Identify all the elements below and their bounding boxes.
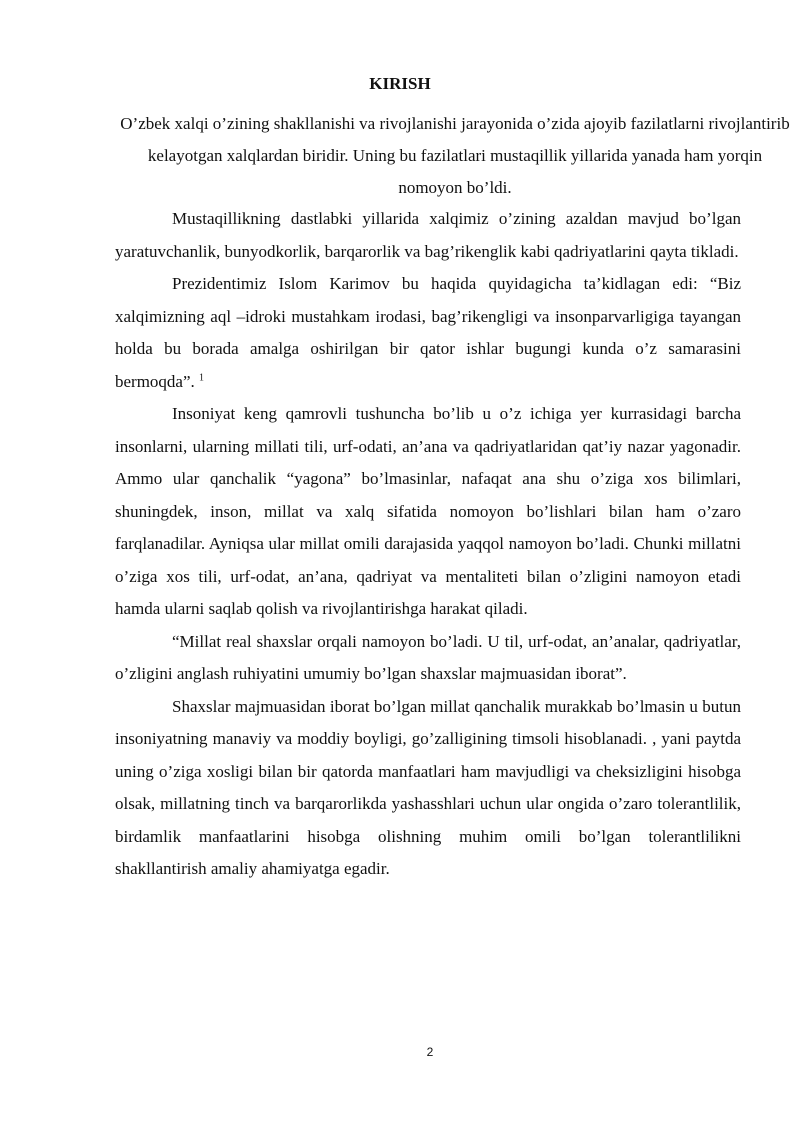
page-number: 2 (426, 1045, 434, 1059)
section-heading: KIRISH (369, 74, 431, 93)
paragraph-nation-quote: “Millat real shaxslar orqali namoyon bo’ladi. U til, urf-odat, an’analar, qadriyatlar, o’zligini anglash ruhiyatini umumiy bo’lgan shaxslar majmuasidan iborat”. (115, 631, 741, 683)
paragraph-president-quote (115, 268, 741, 398)
paragraph-humanity: Insoniyat keng qamrovli tushuncha bo’lib u o’z ichiga yer kurrasidagi barcha insonlarni, ularning millati tili, urf-odati, an’ana va qadriyatlaridan qat’iy nazar yagonadir. Ammo ular qanchalik “yagona” bo’lmasinlar, nafaqat ana shu o’ziga xos bilimlari, shuningdek, inson, millat va xalq sifatida nomoyon bo’lishlari bilan ham o’zaro farqlanadilar. Ayniqsa ular millat omili darajasida yaqqol namoyon bo’ladi. Chunki millatni o’ziga xos tili, urf-odat, an’ana, qadriyat va mentaliteti bilan o’zligini namoyon etadi hamda ularni saqlab qolish va rivojlantirishga harakat qiladi. (115, 404, 741, 618)
intro-paragraph: O’zbek xalqi o’zining shakllanishi va rivojlanishi jarayonida o’zida ajoyib fazilatlarni rivojlantirib kelayotgan xalqlardan biridir. Uning bu fazilatlari mustaqillik yillarida yanada ham yorqin nomoyon bo’ldi. (120, 114, 790, 197)
paragraph-tolerance: Shaxslar majmuasidan iborat bo’lgan millat qanchalik murakkab bo’lmasin u butun insoniyatning manaviy va moddiy boyligi, go’zalligining timsoli hisoblanadi. , yani paytda uning o’ziga xosligi bilan bir qatorda manfaatlari ham mavjudligi va cheksizligini hisobga olsak, millatning tinch va barqarorlikda yashasshlari uchun ular ongida o’zaro tolerantlilik, birdamlik manfaatlarini hisobga olishning muhim omili bo’lgan tolerantlilikni shakllantirish amaliy ahamiyatga egadir. (115, 696, 741, 878)
footnote-marker[interactable]: 1 (199, 371, 205, 383)
quote-text: Prezidentimiz Islom Karimov bu haqida quyidagicha ta’kidlagan edi: “Biz xalqimizning aql –idroki mustahkam irodasi, bag’rikengligi va insonparvarligiga tayangan holda bu borada amalga oshirilgan bir qator ishlar bugungi kunda o’z samarasini bermoqda”. (115, 274, 741, 391)
paragraph-independence: Mustaqillikning dastlabki yillarida xalqimiz o’zining azaldan mavjud bo’lgan yaratuvchanlik, bunyodkorlik, barqarorlik va bag’rikenglik kabi qadriyatlarini qayta tikladi. (115, 209, 741, 261)
body-text (115, 203, 741, 886)
